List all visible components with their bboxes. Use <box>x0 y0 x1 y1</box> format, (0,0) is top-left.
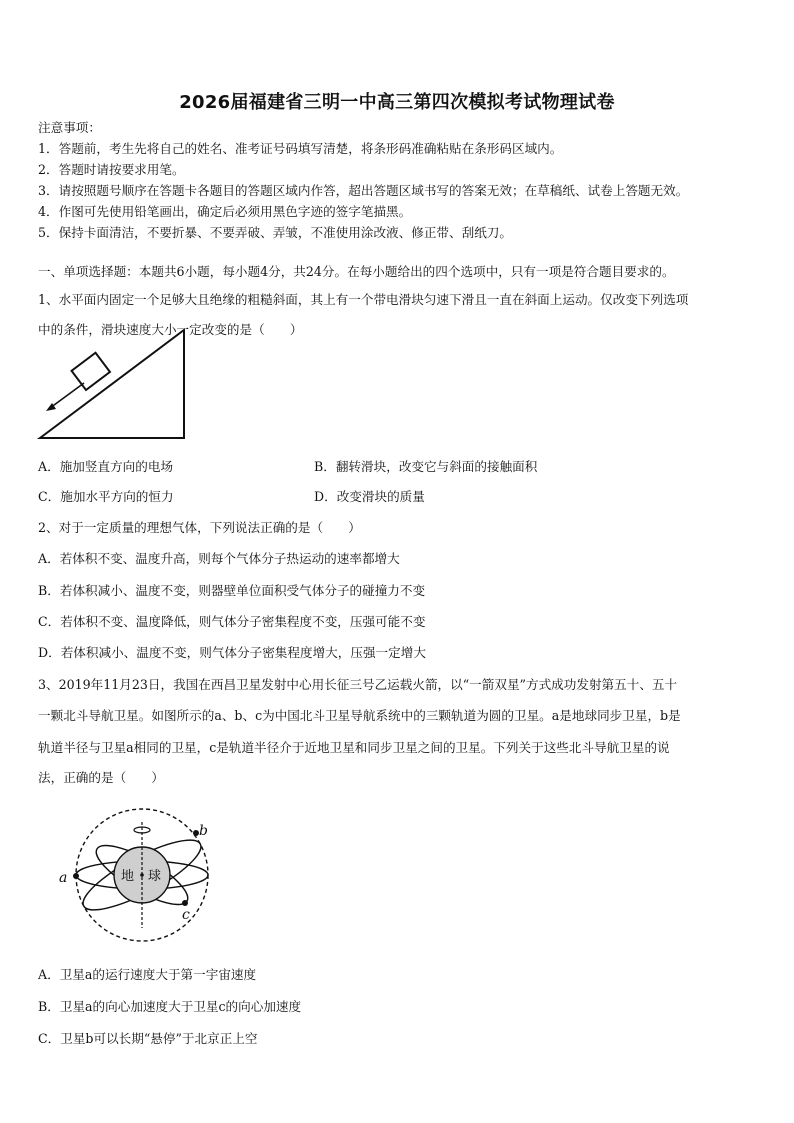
page-title: 2026届福建省三明一中高三第四次模拟考试物理试卷 <box>179 92 615 113</box>
question-3-line-2: 一颗北斗导航卫星。如图所示的a、b、c为中国北斗卫星导航系统中的三颗轨道为圆的卫星。a是地球同步卫星，b是 <box>38 708 681 723</box>
question-1-option-c[interactable]: C．施加水平方向的恒力 <box>38 489 174 504</box>
question-1-line-2: 中的条件，滑块速度大小一定改变的是（ ） <box>38 322 303 337</box>
satellite-a <box>73 873 79 879</box>
earth-center-dot <box>140 873 144 877</box>
satellite-c <box>182 900 188 906</box>
question-1-line-1: 1、水平面内固定一个足够大且绝缘的粗糙斜面，其上有一个带电滑块匀速下滑且一直在斜面上运动。仅改变下列选项 <box>38 292 689 307</box>
question-3-line-3: 轨道半径与卫星a相同的卫星，c是轨道半径介于近地卫星和同步卫星之间的卫星。下列关于这些北斗导航卫星的说 <box>38 740 670 755</box>
note-item: 5．保持卡面清洁，不要折暴、不要弄破、弄皱，不准使用涂改液、修正带、刮纸刀。 <box>38 225 512 240</box>
question-2-option-c[interactable]: C．若体积不变、温度降低，则气体分子密集程度不变，压强可能不变 <box>38 614 426 629</box>
question-3-line-4: 法，正确的是（ ） <box>38 770 164 785</box>
question-3-line-1: 3、2019年11月23日，我国在西昌卫星发射中心用长征三号乙运载火箭，以“一箭双星”方式成功发射第五十、五十 <box>38 677 678 692</box>
question-1-option-a[interactable]: A．施加竖直方向的电场 <box>38 459 174 474</box>
question-2-option-b[interactable]: B．若体积减小、温度不变，则器壁单位面积受气体分子的碰撞力不变 <box>38 583 426 598</box>
earth-label-left: 地 <box>121 869 135 884</box>
note-item: 4．作图可先使用铅笔画出，确定后必须用黑色字迹的签字笔描黑。 <box>38 204 412 219</box>
label-c: c <box>182 907 190 923</box>
incline-figure <box>38 328 198 418</box>
question-1-option-d[interactable]: D．改变滑块的质量 <box>314 489 425 504</box>
label-b: b <box>199 823 208 839</box>
question-2-option-d[interactable]: D．若体积减小、温度不变，则气体分子密集程度增大，压强一定增大 <box>38 645 426 660</box>
question-1-option-b[interactable]: B．翻转滑块，改变它与斜面的接触面积 <box>314 459 538 474</box>
question-3-option-c[interactable]: C．卫星b可以长期“悬停”于北京正上空 <box>38 1031 258 1046</box>
note-item: 1．答题前，考生先将自己的姓名、准考证号码填写清楚，将条形码准确粘贴在条形码区域内。 <box>38 141 563 156</box>
slider-block <box>72 353 110 390</box>
note-item: 2．答题时请按要求用笔。 <box>38 162 185 177</box>
note-item: 3．请按照题号顺序在答题卡各题目的答题区域内作答，超出答题区域书写的答案无效；在草稿纸、试卷上答题无效。 <box>38 183 689 198</box>
question-2-option-a[interactable]: A．若体积不变、温度升高，则每个气体分子热运动的速率都增大 <box>38 551 400 566</box>
label-a: a <box>59 870 68 886</box>
satellite-orbit-figure <box>58 810 228 950</box>
incline-triangle <box>40 330 184 438</box>
question-3-option-a[interactable]: A．卫星a的运行速度大于第一宇宙速度 <box>38 967 257 982</box>
velocity-arrow <box>50 383 84 408</box>
section-heading: 一、单项选择题：本题共6小题，每小题4分，共24分。在每小题给出的四个选项中，只有一项是符合题目要求的。 <box>38 264 675 279</box>
earth-label-right: 球 <box>148 869 162 884</box>
question-3-option-b[interactable]: B．卫星a的向心加速度大于卫星c的向心加速度 <box>38 999 302 1014</box>
question-2-stem: 2、对于一定质量的理想气体，下列说法正确的是（ ） <box>38 520 361 535</box>
notes-heading: 注意事项： <box>38 120 101 135</box>
